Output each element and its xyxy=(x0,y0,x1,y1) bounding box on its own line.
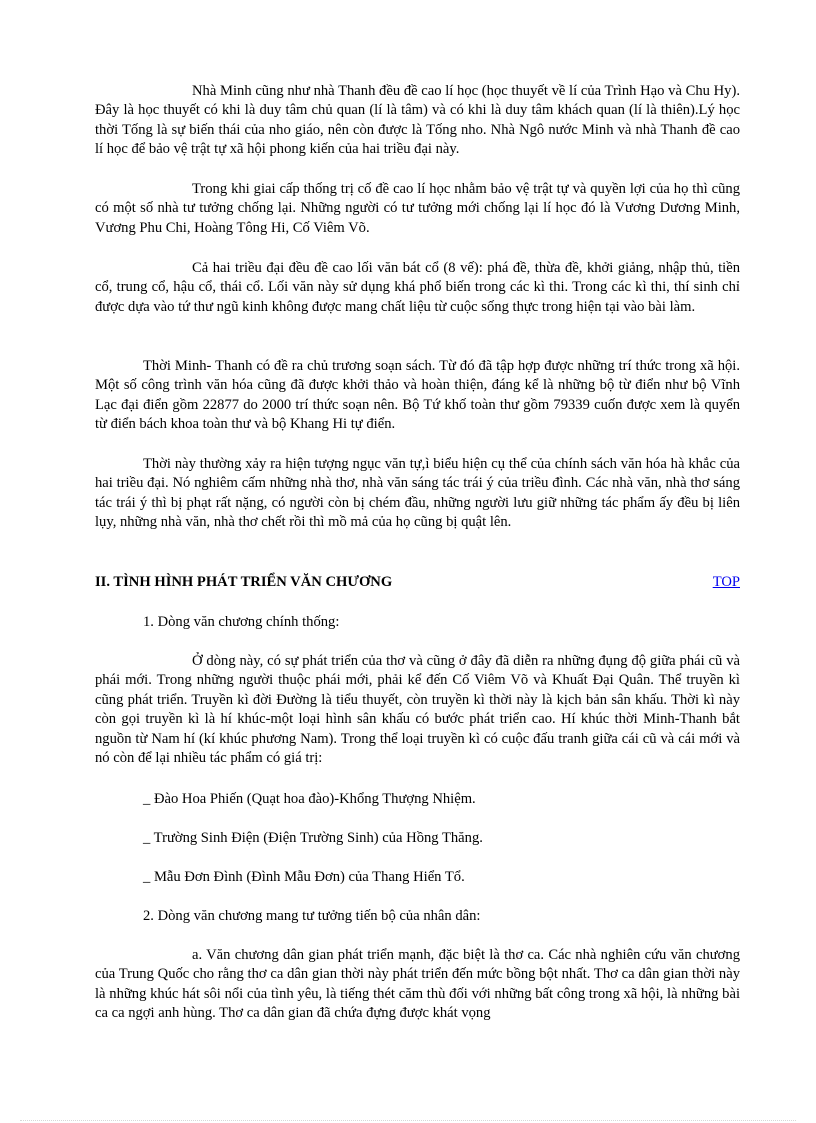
subsection-title-chinh-thong: 1. Dòng văn chương chính thống: xyxy=(143,614,340,630)
list-item: _ Mẫu Đơn Đình (Đình Mẫu Đơn) của Thang Hiển Tổ. xyxy=(143,869,465,885)
paragraph-nguc-van-tu: Thời này thường xảy ra hiện tượng ngục văn tự,ì biểu hiện cụ thể của chính sách văn hóa hà khắc của hai triều đại. Nó nghiêm cấm những nhà thơ, nhà văn sáng tác trái ý của triều đình. Các nhà văn, nhà thơ sáng tác trái ý thì bị phạt rất nặng, có người còn bị chém đầu, những người lưu giữ những tác phẩm ấy đều bị liên lụy, những nhà văn, nhà thơ chết rồi thì mồ mả của họ cũng bị quật lên. xyxy=(95,456,740,531)
top-link[interactable]: TOP xyxy=(712,574,740,590)
paragraph-dong-chinh-thong: Ở dòng này, có sự phát triển của thơ và cũng ở đây đã diễn ra những đụng độ giữa phái cũ và phái mới. Trong những người thuộc phái mới, phải kể đến Cố Viêm Võ và Khuất Đại Quân. Thể truyền kì cũng phát triển. Truyền kì đời Đường là tiểu thuyết, còn truyền kì thời này là kịch bản sân khấu. Thời kì này còn gọi truyền kì là hí khúc-một loại hình sân khấu có bước phát triển cao. Hí khúc thời Minh-Thanh bắt nguồn từ Nam hí (kí khúc phương Nam). Trong thể loại truyền kì có cuộc đấu tranh giữa cái cũ và cái mới và nó còn để lại nhiều tác phẩm có giá trị: xyxy=(95,653,740,767)
paragraph-li-hoc: Nhà Minh cũng như nhà Thanh đều đề cao lí học (học thuyết về lí của Trình Hạo và Chu Hy). Đây là học thuyết có khi là duy tâm chủ quan (lí là tâm) và có khi là duy tâm khách quan (lí là thiên).Lý học thời Tống là sự biến thái của nho giáo, nên còn được là Tống nho. Nhà Ngô nước Minh và nhà Thanh đề cao lí học để bảo vệ trật tự xã hội phong kiến của hai triều đại này. xyxy=(95,83,740,158)
list-item: _ Đào Hoa Phiến (Quạt hoa đào)-Khổng Thượng Nhiệm. xyxy=(143,791,476,807)
list-item: _ Trường Sinh Điện (Điện Trường Sinh) của Hồng Thăng. xyxy=(143,830,483,846)
paragraph-van-bat-co: Cả hai triều đại đều đề cao lối văn bát cổ (8 vế): phá đề, thừa đề, khởi giảng, nhập thủ, tiền cổ, trung cổ, hậu cổ, thái cổ. Lối văn này sử dụng khá phổ biến trong các kì thi. Trong các kì thi, thí sinh chỉ được dựa vào tứ thư ngũ kinh không được mang chất liệu từ cuộc sống thực trong hiện tại vào bài làm. xyxy=(95,260,740,315)
section-heading: II. TÌNH HÌNH PHÁT TRIỂN VĂN CHƯƠNG xyxy=(95,574,393,590)
paragraph-soan-sach: Thời Minh- Thanh có đề ra chủ trương soạn sách. Từ đó đã tập hợp được những trí thức trong xã hội. Một số công trình văn hóa cũng đã được khởi thảo và hoàn thiện, đáng kể là những bộ từ điển như bộ Vĩnh Lạc đại điển gồm 22877 do 2000 trí thức soạn nên. Bộ Tứ khố toàn thư gồm 79339 cuốn được xem là quyển từ điển bách khoa toàn thư và bộ Khang Hi tự điển. xyxy=(95,358,740,433)
page-footer-divider xyxy=(20,1120,796,1121)
subsection-title-tien-bo: 2. Dòng văn chương mang tư tưởng tiến bộ của nhân dân: xyxy=(143,908,481,924)
paragraph-van-chuong-dan-gian: a. Văn chương dân gian phát triển mạnh, đặc biệt là thơ ca. Các nhà nghiên cứu văn chương của Trung Quốc cho rằng thơ ca dân gian thời này phát triển đến mức bồng bột nhất. Thơ ca dân gian thời này là những khúc hát sôi nổi của tình yêu, là tiếng thét căm thù đối với những bất công trong xã hội, là những bài ca ca ngợi anh hùng. Thơ ca dân gian đã chứa đựng được khát vọng xyxy=(95,947,740,1022)
paragraph-tu-tuong-chong-lai: Trong khi giai cấp thống trị cố đề cao lí học nhằm bảo vệ trật tự và quyền lợi của họ thì cũng có một số nhà tư tưởng chống lại. Những người có tư tưởng mới chống lại lí học đó là Vương Dương Minh, Vương Phu Chi, Hoàng Tông Hi, Cố Viêm Võ. xyxy=(95,181,740,236)
